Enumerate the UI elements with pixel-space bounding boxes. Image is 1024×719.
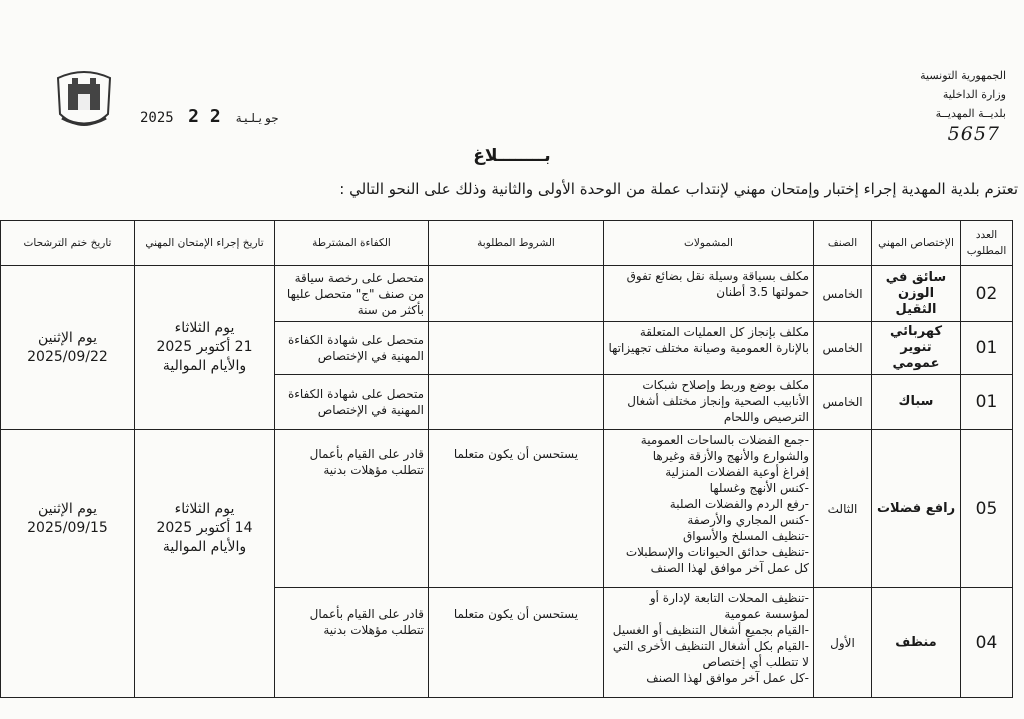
header-count: العدد المطلوب <box>961 221 1013 266</box>
row-duties <box>604 322 814 375</box>
duty-line: -تنظيف المسلخ والأسواق <box>682 529 809 543</box>
date-stamp <box>140 106 278 127</box>
competence-line: قادر على القيام بأعمال تتطلب مؤهلات بدنية <box>309 447 424 477</box>
row-grade: الثالث <box>814 430 872 588</box>
exam-following: والأيام الموالية <box>162 539 247 555</box>
row-job: منظف <box>872 588 961 698</box>
deadline-day: يوم الإثنين <box>37 501 98 517</box>
duty-line: -جمع الفضلات بالساحات العمومية والشوارع والأنهج والأزقة وغيرها <box>640 433 809 463</box>
header-competence: الكفاءة المشترطة <box>275 221 429 266</box>
exam-date: 14 أكتوبر 2025 <box>156 520 253 536</box>
row-duties <box>604 588 814 698</box>
row-competence <box>275 266 429 322</box>
duty-line: -تنظيف حدائق الحيوانات والإسطبلات <box>625 545 809 559</box>
duty-line: كل عمل آخر موافق لهذا الصنف <box>650 561 809 575</box>
row-conditions: يستحسن أن يكون متعلما <box>429 430 604 588</box>
row-grade: الأول <box>814 588 872 698</box>
row-grade: الخامس <box>814 375 872 430</box>
row-grade: الخامس <box>814 322 872 375</box>
municipality-name: بلديــة المهديــة <box>935 107 1006 120</box>
ministry-name: وزارة الداخلية <box>942 88 1006 101</box>
competence-line: متحصل على رخصة سياقة من صنف "ج" متحصل عليها بأكثر من سنة <box>286 270 424 317</box>
header-deadline: تاريخ ختم الترشحات <box>1 221 135 266</box>
duty-line: -القيام بكل أشغال التنظيف الأخرى التي لا تتطلب أي إختصاص <box>612 639 809 669</box>
row-count: 02 <box>961 266 1013 322</box>
competence-line: متحصل على شهادة الكفاءة المهنية في الإختصاص <box>287 333 424 363</box>
date-month: جويلية <box>235 111 279 125</box>
row-conditions <box>429 375 604 430</box>
deadline-group-1 <box>1 266 135 430</box>
recruitment-table <box>0 220 1013 698</box>
duty-line: مكلف بوضع وربط وإصلاح شبكات الأنابيب الصحية وإنجاز مختلف أشغال الترصيص واللحام <box>627 378 809 424</box>
republic-name: الجمهورية التونسية <box>920 69 1006 82</box>
row-competence <box>275 430 429 588</box>
row-job: كهربائي تنوير عمومي <box>872 322 961 375</box>
row-count: 01 <box>961 322 1013 375</box>
exam-date-group-1 <box>135 266 275 430</box>
row-count: 01 <box>961 375 1013 430</box>
row-conditions <box>429 322 604 375</box>
row-conditions <box>429 266 604 322</box>
duty-line: -كل عمل آخر موافق لهذا الصنف <box>646 671 809 685</box>
exam-date-group-2 <box>135 430 275 698</box>
header-specialty: الإختصاص المهني <box>872 221 961 266</box>
competence-line: متحصل على شهادة الكفاءة المهنية في الإختصاص <box>287 387 424 417</box>
header-conditions: الشروط المطلوبة <box>429 221 604 266</box>
duty-line: -رفع الردم والفضلات الصلبة <box>669 497 809 511</box>
reference-number: 5657 <box>947 123 1000 145</box>
duty-line: إفراغ أوعية الفضلات المنزلية <box>665 465 809 479</box>
municipal-seal-icon <box>48 64 120 138</box>
row-count: 05 <box>961 430 1013 588</box>
header-grade: الصنف <box>814 221 872 266</box>
row-competence <box>275 588 429 698</box>
exam-day: يوم الثلاثاء <box>174 320 235 336</box>
row-count: 04 <box>961 588 1013 698</box>
letterhead <box>896 66 1006 144</box>
deadline-date: 2025/09/15 <box>27 520 108 536</box>
row-job: سباك <box>872 375 961 430</box>
table-row <box>1 266 1013 322</box>
row-job: سائق في الوزن الثقيل <box>872 266 961 322</box>
duty-line: -كنس المجاري والأرصفة <box>687 513 809 527</box>
exam-following: والأيام الموالية <box>162 358 247 374</box>
deadline-day: يوم الإثنين <box>37 329 98 346</box>
exam-date: 21 أكتوبر 2025 <box>156 339 253 355</box>
duty-line: مكلف بسياقة وسيلة نقل بضائع تفوق حمولتها 3.5 أطنان <box>626 269 809 299</box>
duty-line: -كنس الأنهج وغسلها <box>709 481 809 495</box>
deadline-date: 2025/09/22 <box>27 348 108 365</box>
row-conditions: يستحسن أن يكون متعلما <box>429 588 604 698</box>
duty-line: -القيام بجميع أشغال التنظيف أو الغسيل <box>612 623 809 637</box>
page-title: بــــــــلاغ <box>473 146 551 166</box>
row-grade: الخامس <box>814 266 872 322</box>
deadline-group-2 <box>1 430 135 698</box>
date-year: 2025 <box>140 110 174 126</box>
date-day: 2 2 <box>188 106 221 127</box>
intro-text: تعتزم بلدية المهدية إجراء إختبار وإمتحان مهني لإنتداب عملة من الوحدة الأولى والثانية وذلك على النحو التالي : <box>339 180 1018 198</box>
table-header-row <box>1 221 1013 266</box>
row-duties <box>604 375 814 430</box>
header-duties: المشمولات <box>604 221 814 266</box>
row-competence <box>275 322 429 375</box>
competence-line: قادر على القيام بأعمال تتطلب مؤهلات بدنية <box>309 607 424 637</box>
row-job: رافع فضلات <box>872 430 961 588</box>
row-competence <box>275 375 429 430</box>
row-duties <box>604 266 814 322</box>
duty-line: -تنظيف المحلات التابعة لإدارة أو لمؤسسة عمومية <box>649 591 809 621</box>
duty-line: مكلف بإنجاز كل العمليات المتعلقة بالإنارة العمومية وصيانة مختلف تجهيزاتها <box>608 325 809 355</box>
row-duties <box>604 430 814 588</box>
exam-day: يوم الثلاثاء <box>174 501 235 517</box>
header-exam-date: تاريخ إجراء الإمتحان المهني <box>135 221 275 266</box>
table-row <box>1 430 1013 588</box>
